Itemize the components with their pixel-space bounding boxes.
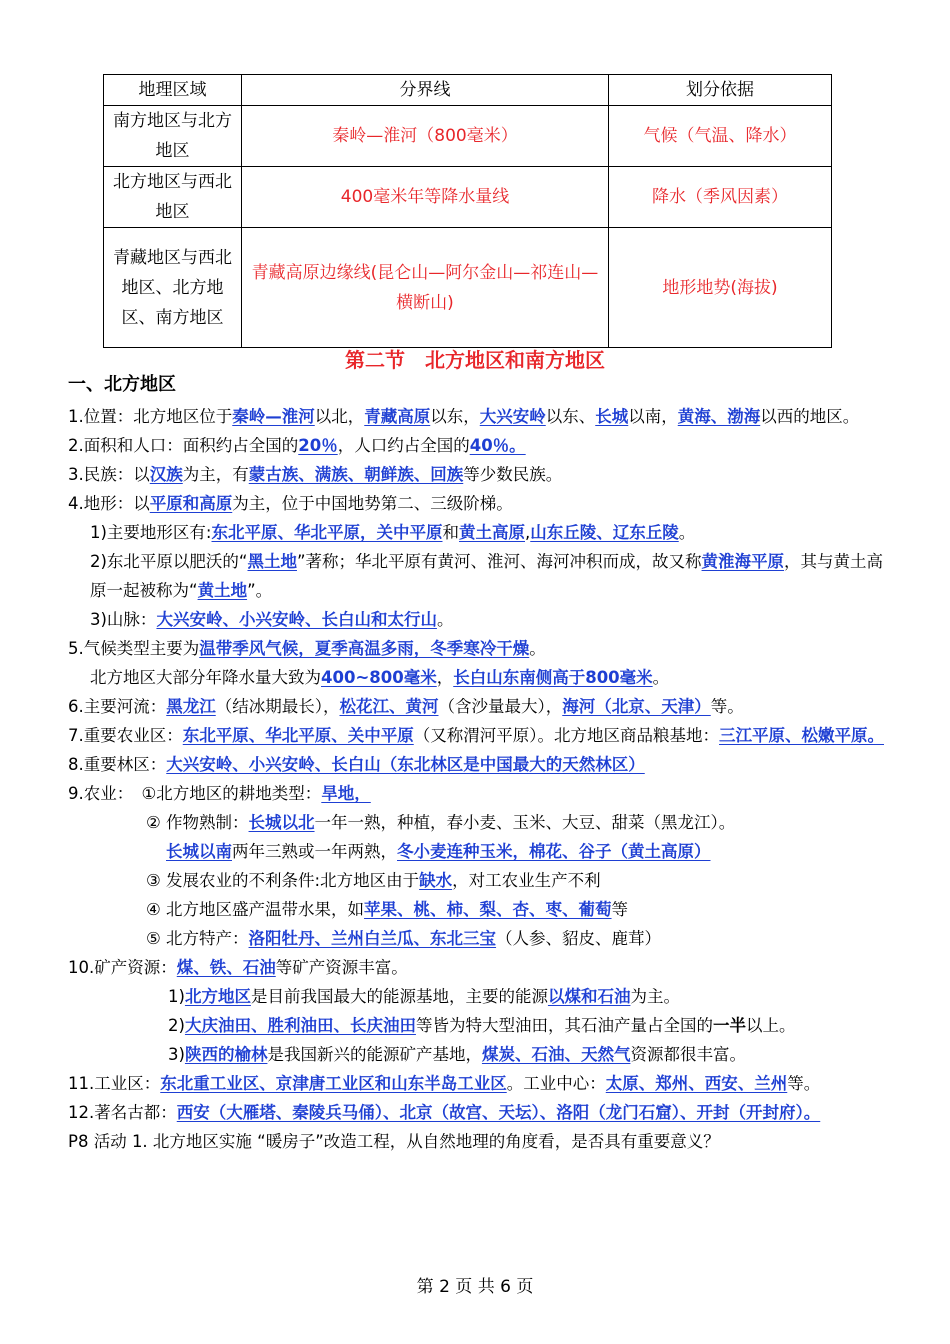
table-cell-line: 秦岭—淮河（800毫米） (242, 106, 609, 167)
notes-body (68, 402, 886, 1156)
para-agri-5: ⑤ 北方特产：洛阳牡丹、兰州白兰瓜、东北三宝（人参、貂皮、鹿茸） (146, 929, 662, 948)
page-footer: 第 2 页 共 6 页 (416, 1277, 534, 1297)
para-capitals: 12.著名古都：西安（大雁塔、秦陵兵马俑）、北京（故宫、天坛）、洛阳（龙门石窟）、开封（开封府）。 (68, 1103, 821, 1122)
para-terrain-1: 1)主要地形区有:东北平原、华北平原，关中平原和黄土高原,山东丘陵、辽东丘陵。 (90, 523, 696, 542)
para-agri-2b: 长城以南两年三熟或一年两熟，冬小麦连种玉米，棉花、谷子（黄土高原） (166, 842, 711, 861)
table-header: 地理区域 (104, 75, 242, 106)
para-area-population: 2.面积和人口：面积约占全国的20％，人口约占全国的40％。 (68, 436, 526, 455)
table-header-row (104, 75, 832, 106)
section-title: 第二节 北方地区和南方地区 (345, 348, 605, 372)
para-minerals: 10.矿产资源：煤、铁、石油等矿产资源丰富。 (68, 958, 408, 977)
table-header: 划分依据 (609, 75, 832, 106)
para-agri-2: ② 作物熟制：长城以北一年一熟，种植，春小麦、玉米、大豆、甜菜（黑龙江）。 (146, 813, 736, 832)
para-ethnic: 3.民族：以汉族为主，有蒙古族、满族、朝鲜族、回族等少数民族。 (68, 465, 563, 484)
para-minerals-2: 2)大庆油田、胜利油田、长庆油田等皆为特大型油田，其石油产量占全国的一半以上。 (168, 1016, 796, 1035)
para-terrain-3: 3)山脉：大兴安岭、小兴安岭、长白山和太行山。 (90, 610, 454, 629)
para-agriculture: 9.农业： ①北方地区的耕地类型：旱地， (68, 784, 371, 803)
table-cell-basis: 地形地势(海拔) (609, 228, 832, 348)
table-cell-region: 青藏地区与西北地区、北方地区、南方地区 (104, 228, 242, 348)
para-agri-areas: 7.重要农业区：东北平原、华北平原、关中平原（又称渭河平原）。北方地区商品粮基地：三江平原、松嫩平原。 (68, 726, 884, 745)
para-forest: 8.重要林区：大兴安岭、小兴安岭、长白山（东北林区是中国最大的天然林区） (68, 755, 645, 774)
para-minerals-1: 1)北方地区是目前我国最大的能源基地，主要的能源以煤和石油为主。 (168, 987, 680, 1006)
heading-north-region: 一、北方地区 (68, 374, 176, 395)
table-row (104, 228, 832, 348)
table-cell-line: 青藏高原边缘线(昆仑山—阿尔金山—祁连山—横断山) (242, 228, 609, 348)
table-row (104, 106, 832, 167)
para-industry: 11.工业区：东北重工业区、京津唐工业区和山东半岛工业区。工业中心：太原、郑州、西安、兰州等。 (68, 1074, 821, 1093)
para-rivers: 6.主要河流：黑龙江（结冰期最长），松花江、黄河（含沙量最大），海河（北京、天津）等。 (68, 697, 744, 716)
table-cell-region: 南方地区与北方地区 (104, 106, 242, 167)
para-climate: 5.气候类型主要为温带季风气候，夏季高温多雨，冬季寒冷干燥。 (68, 639, 546, 658)
para-terrain: 4.地形：以平原和高原为主，位于中国地势第二、三级阶梯。 (68, 494, 513, 513)
para-minerals-3: 3)陕西的榆林是我国新兴的能源矿产基地，煤炭、石油、天然气资源都很丰富。 (168, 1045, 746, 1064)
table-row (104, 167, 832, 228)
region-boundary-table (103, 74, 832, 348)
para-terrain-2: 2)东北平原以肥沃的“黑土地”著称；华北平原有黄河、淮河、海河冲积而成，故又称黄淮海平原，其与黄土高原一起被称为“黄土地”。 (90, 552, 884, 600)
para-activity: P8 活动 1. 北方地区实施 “暖房子”改造工程，从自然地理的角度看，是否具有重要意义？ (68, 1132, 720, 1151)
table-cell-region: 北方地区与西北地区 (104, 167, 242, 228)
para-agri-3: ③ 发展农业的不利条件:北方地区由于缺水，对工农业生产不利 (146, 871, 601, 890)
table-cell-basis: 气候（气温、降水） (609, 106, 832, 167)
para-precipitation: 北方地区大部分年降水量大致为400~800毫米，长白山东南侧高于800毫米。 (90, 668, 670, 687)
para-agri-4: ④ 北方地区盛产温带水果，如苹果、桃、柿、梨、杏、枣、葡萄等 (146, 900, 629, 919)
para-location: 1.位置：北方地区位于秦岭—淮河以北，青藏高原以东，大兴安岭以东、长城以南，黄海、渤海以西的地区。 (68, 407, 860, 426)
table-header: 分界线 (242, 75, 609, 106)
table-cell-line: 400毫米年等降水量线 (242, 167, 609, 228)
table-cell-basis: 降水（季风因素） (609, 167, 832, 228)
